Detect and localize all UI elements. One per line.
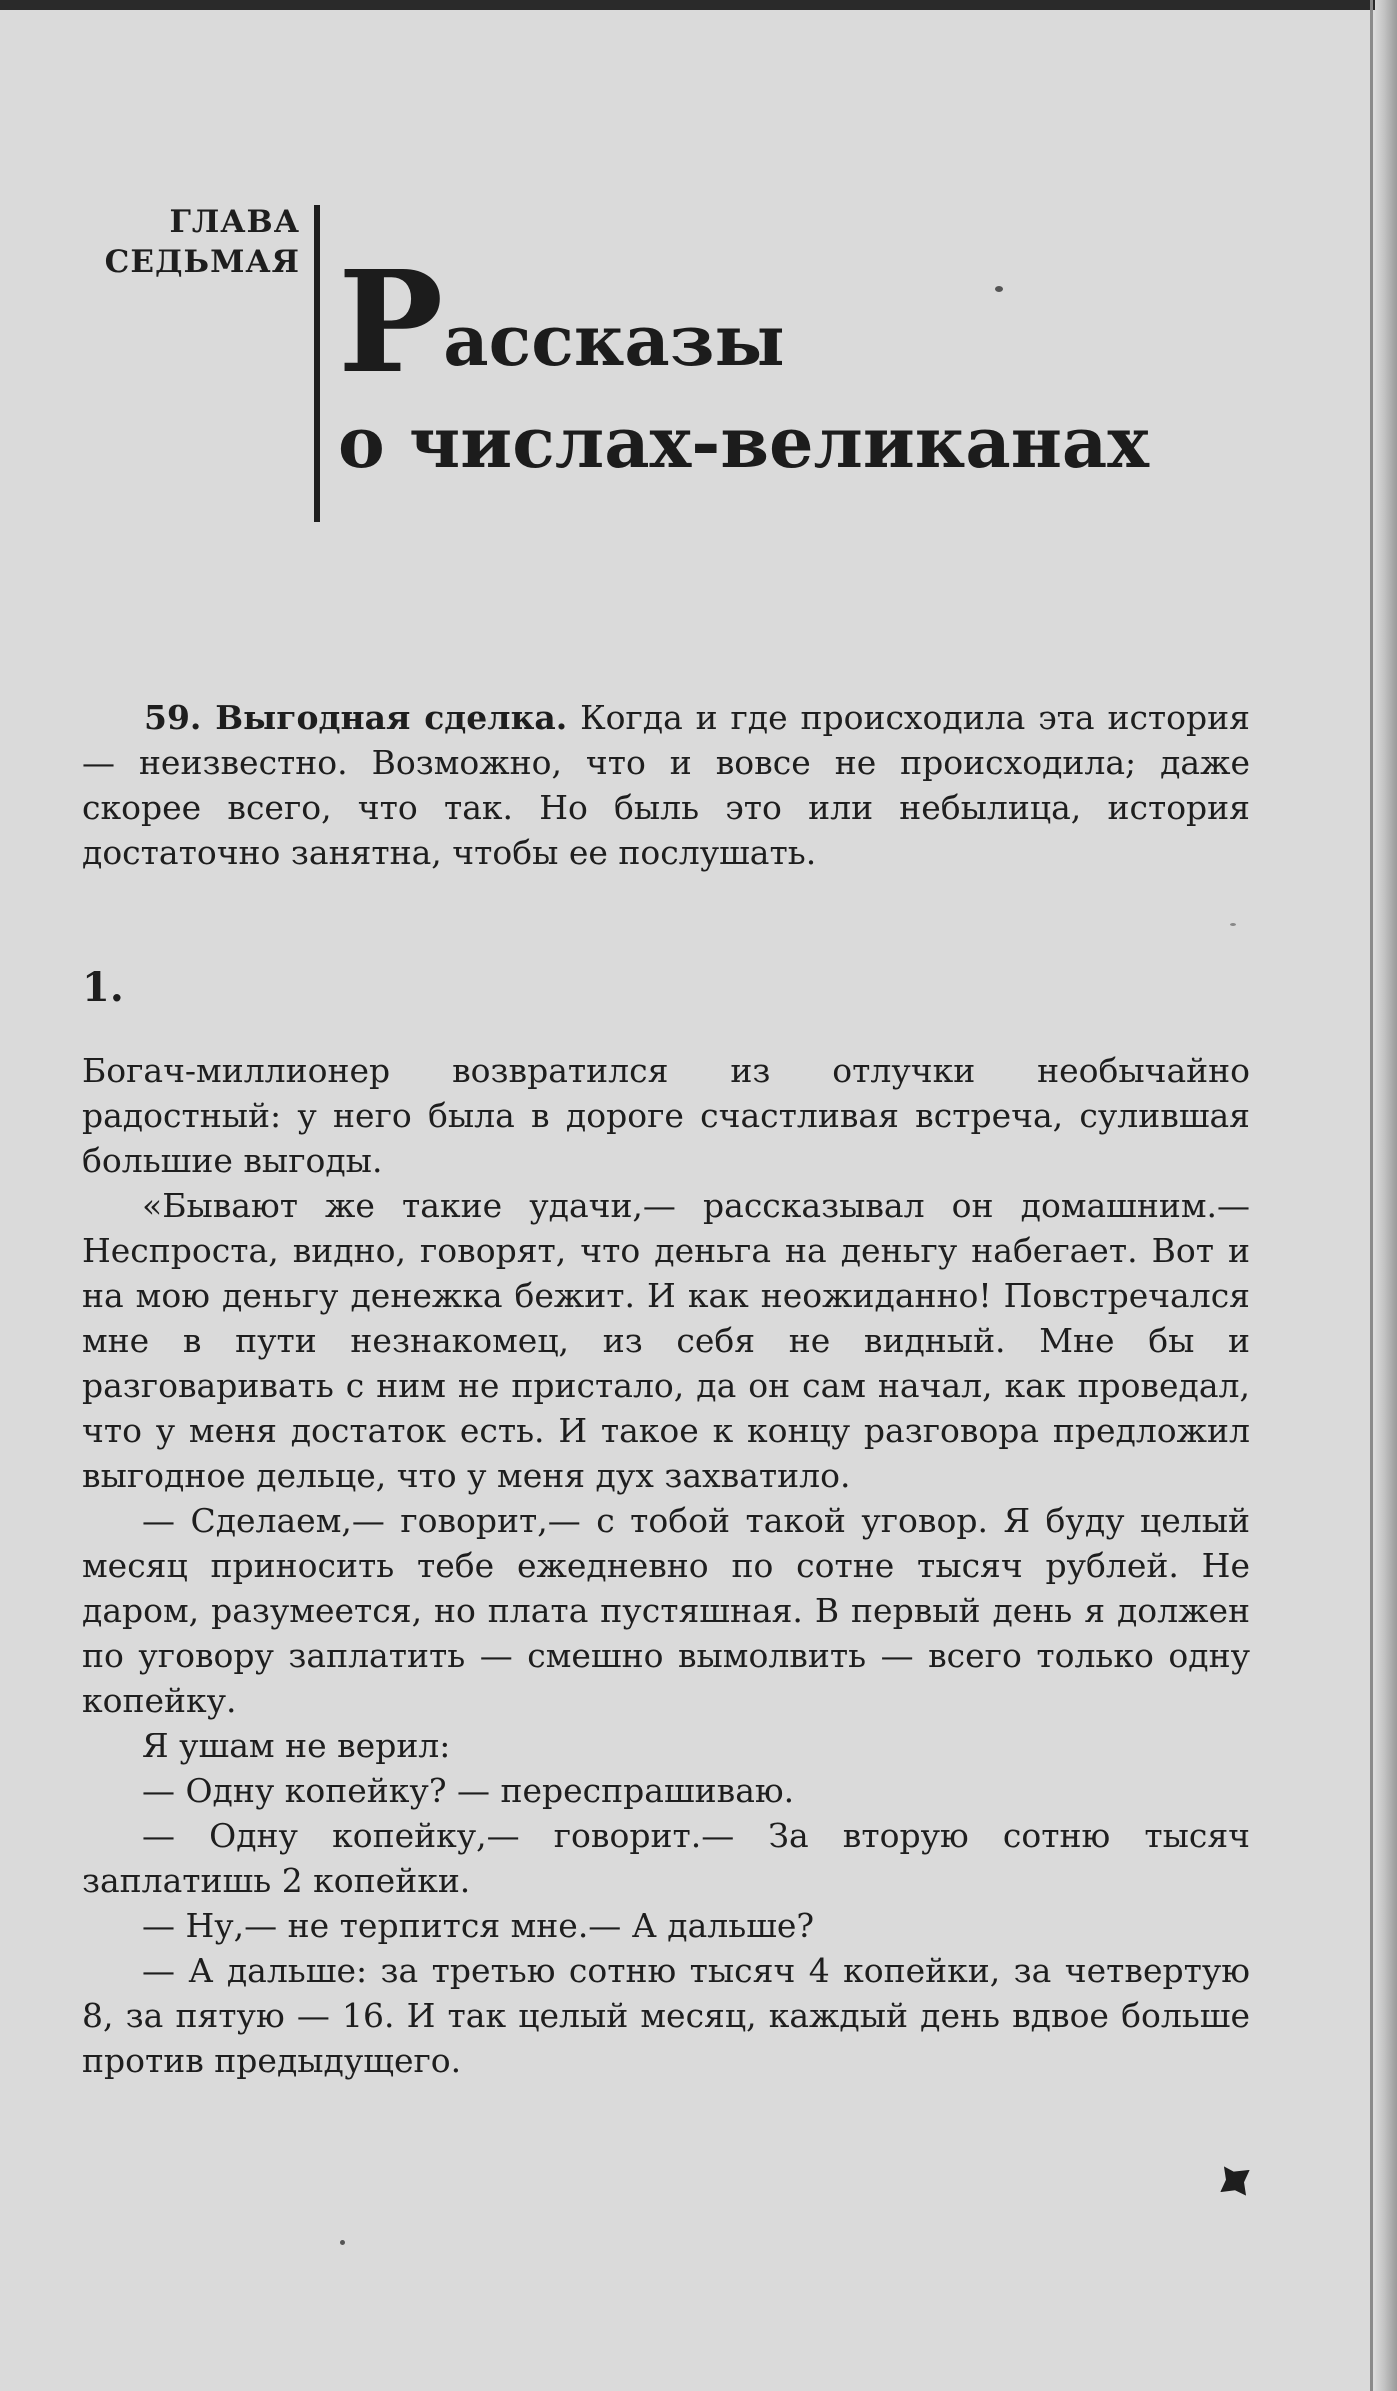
- paragraph: «Бывают же такие удачи,— рассказывал он домашним.— Неспроста, видно, говорят, что деньга на деньгу набегает. Вот и на мою деньгу денежка бежит. И как неожиданно! Повстречался мне в пути незнакомец, из себя не видный. Мне бы и разговаривать с ним не пристало, да он сам начал, как проведал, что у меня достаток есть. И такое к концу разговора предложил выгодное дельце, что у меня дух захватило.: [82, 1186, 1250, 1495]
- chapter-label-line2: СЕДЬМАЯ: [104, 244, 300, 280]
- paragraph: Я ушам не верил:: [142, 1726, 451, 1765]
- scan-speck: [1230, 923, 1236, 926]
- page-right-edge-line: [1370, 0, 1373, 2391]
- problem-intro: [82, 695, 1250, 875]
- chapter-title-line2: о числах-великанах: [338, 401, 1150, 484]
- section-number: 1.: [82, 964, 124, 1011]
- paragraph: — Ну,— не терпится мне.— А дальше?: [142, 1906, 815, 1945]
- chapter-divider-rule: [314, 205, 320, 522]
- chapter-title-line1: [338, 241, 1338, 405]
- scan-speck: [995, 286, 1003, 292]
- scan-speck: [340, 2240, 345, 2245]
- page-top-edge: [0, 0, 1397, 10]
- chapter-title-line1-rest: ассказы: [443, 299, 785, 382]
- body-text: [82, 1048, 1250, 2083]
- paragraph: Богач-миллионер возвратился из отлучки необычайно радостный: у него была в дороге счастливая встреча, сулившая большие выгоды.: [82, 1051, 1250, 1180]
- paragraph: — Одну копейку? — переспрашиваю.: [142, 1771, 795, 1810]
- chapter-label-line1: ГЛАВА: [169, 204, 300, 240]
- page-right-edge: [1375, 0, 1397, 2391]
- problem-title: 59. Выгодная сделка.: [144, 698, 568, 737]
- section-end-mark-icon: [1220, 2166, 1249, 2195]
- problem-intro-text: Когда и где происходила эта история — неизвестно. Возможно, что и вовсе не происходила; даже скорее всего, что так. Но быль это или небылица, история достаточно занятна, чтобы ее послушать.: [82, 698, 1250, 872]
- chapter-title: [338, 241, 1338, 488]
- paragraph: — А дальше: за третью сотню тысяч 4 копейки, за четвертую 8, за пятую — 16. И так целый месяц, каждый день вдвое больше против предыдущего.: [82, 1951, 1250, 2080]
- chapter-title-dropcap: Р: [338, 241, 444, 405]
- paragraph: — Сделаем,— говорит,— с тобой такой уговор. Я буду целый месяц приносить тебе ежедневно по сотне тысяч рублей. Не даром, разумеется, но плата пустяшная. В первый день я должен по уговору заплатить — смешно вымолвить — всего только одну копейку.: [82, 1501, 1250, 1720]
- paragraph: — Одну копейку,— говорит.— За вторую сотню тысяч заплатишь 2 копейки.: [82, 1816, 1250, 1900]
- problem-intro-paragraph: [82, 695, 1250, 875]
- chapter-label: [100, 202, 300, 282]
